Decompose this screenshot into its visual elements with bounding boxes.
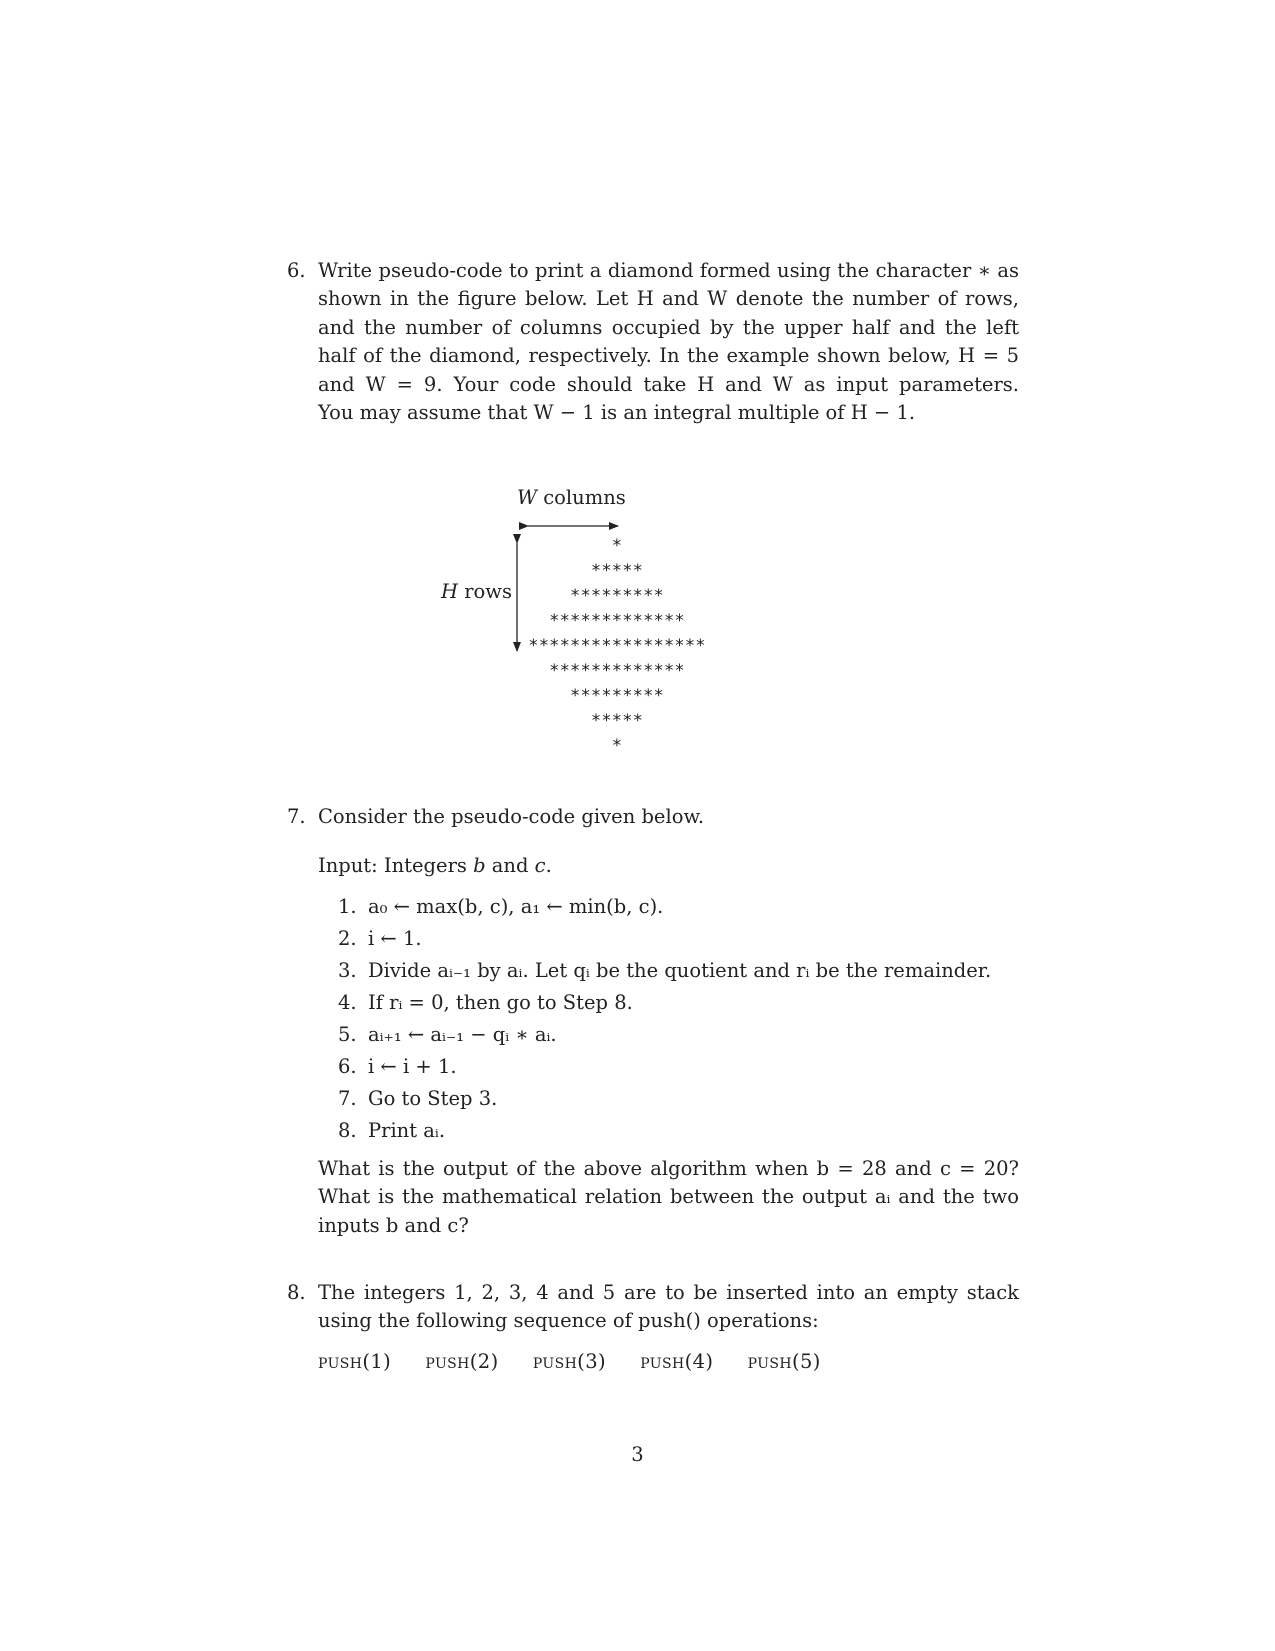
question-8-text [318,1279,1019,1376]
algorithm-step: 8. Print aᵢ. [338,1118,446,1142]
input-line: Input: Integers b and c. [318,854,552,878]
algorithm-step: 2. i ← 1. [338,926,422,950]
push-operation: push(4) [640,1349,714,1373]
text-line: using the following sequence of push() operations: [318,1309,819,1333]
question-number: 7. [287,805,306,828]
text-line: shown in the figure below. Let H and W denote the number of rows, [318,287,1019,311]
text-line: The integers 1, 2, 3, 4 and 5 are to be inserted into an empty stack [318,1281,1019,1304]
push-operation: push(1) [318,1349,392,1373]
text-line: What is the output of the above algorithm when b = 28 and c = 20? [318,1156,1019,1180]
algorithm-step: 4. If rᵢ = 0, then go to Step 8. [338,990,633,1014]
diamond-row: ***** [590,561,644,581]
columns-label: W columns [517,486,626,509]
question-6 [287,257,1019,427]
push-operation: push(5) [747,1349,821,1373]
algorithm-step: 6. i ← i + 1. [338,1054,457,1078]
algorithm-steps [318,891,1019,1147]
question-intro: Consider the pseudo-code given below. [318,805,705,828]
algorithm-step: 3. Divide aᵢ₋₁ by aᵢ. Let qᵢ be the quotient and rᵢ be the remainder. [338,958,992,982]
push-sequence [318,1348,1019,1376]
push-operation: push(2) [425,1349,499,1373]
question-number: 8. [287,1281,306,1304]
text-line: inputs b and c? [318,1213,469,1237]
push-operation: push(3) [532,1349,607,1373]
text-line: You may assume that W − 1 is an integral multiple of H − 1. [318,401,916,425]
diamond-row: ***************** [528,636,706,656]
page-number: 3 [631,1443,644,1466]
algorithm-step: 1. a₀ ← max(b, c), a₁ ← min(b, c). [338,894,664,918]
text-line: What is the mathematical relation between the output aᵢ and the two [318,1185,1019,1209]
question-6-text [318,257,1019,427]
question-7-text [318,803,1019,1240]
diamond-row: ************* [549,611,685,631]
diamond-row: ********* [570,686,664,706]
diamond-row: * [611,536,623,556]
algorithm-step: 5. aᵢ₊₁ ← aᵢ₋₁ − qᵢ ∗ aᵢ. [338,1022,557,1046]
question-7-ask [318,1155,1019,1240]
text-line: and the number of columns occupied by the upper half and the left [318,315,1019,339]
diamond-row: ***** [590,711,644,731]
text-line: half of the diamond, respectively. In the example shown below, H = 5 [318,344,1019,368]
rows-label: H rows [441,580,512,603]
text-line: and W = 9. Your code should take H and W as input parameters. [318,372,1019,396]
text-line: Write pseudo-code to print a diamond formed using the character ∗ as [318,259,1019,282]
question-number: 6. [287,259,306,282]
diamond-row: ************* [549,661,685,681]
algorithm-step: 7. Go to Step 3. [338,1086,498,1110]
diamond-row: * [611,736,623,756]
question-8 [287,1279,1019,1376]
question-7 [287,803,1019,1240]
diamond-row: ********* [570,586,664,606]
